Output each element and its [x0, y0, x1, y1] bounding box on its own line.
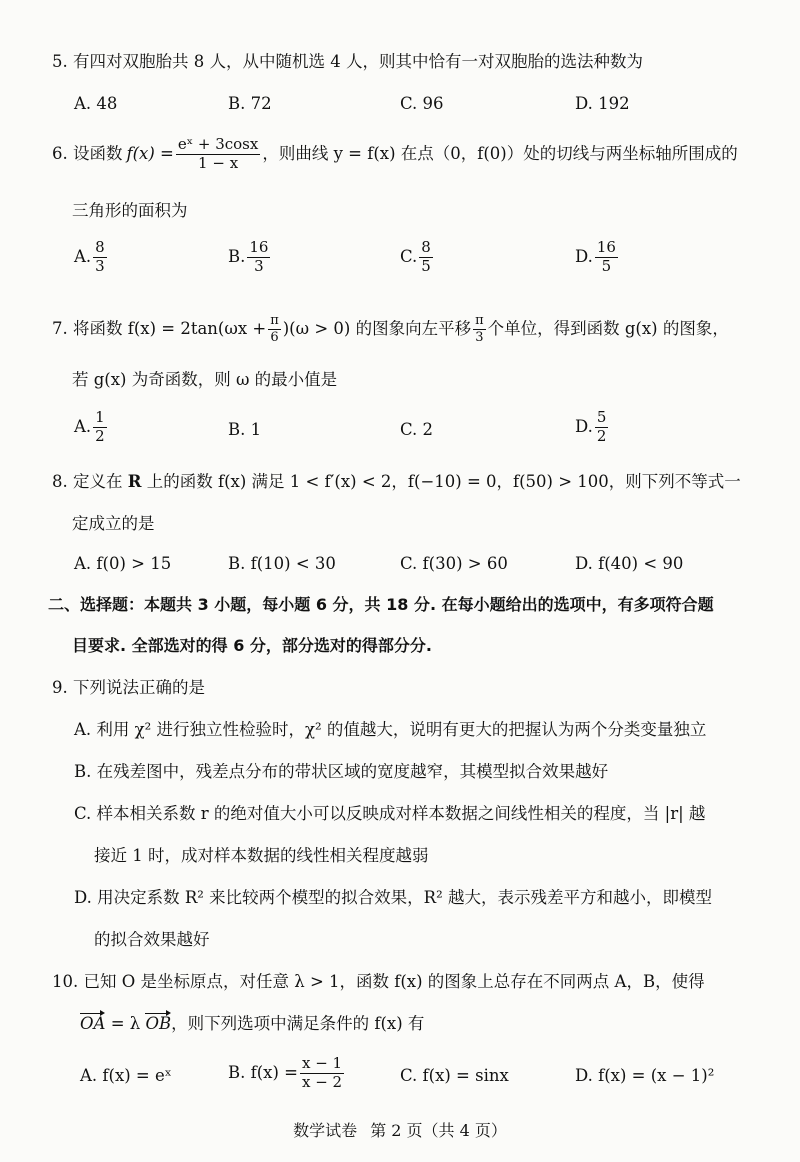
- q7-a-fraction: [93, 410, 107, 445]
- q7-d-num: 5: [596, 408, 607, 426]
- q7-option-b: B. 1: [228, 420, 262, 439]
- q5-option-b: B. 72: [228, 94, 272, 113]
- q9-option-d-line1: D. 用决定系数 R² 来比较两个模型的拟合效果，R² 越大，表示残差平方和越小，即模型: [74, 888, 712, 907]
- q6-line2: 三角形的面积为: [72, 201, 188, 220]
- q7-pi6-den: 6: [270, 329, 279, 345]
- footer-page-number: 第 2 页（共 4 页）: [370, 1121, 507, 1140]
- q10-b-pre: B. f(x) =: [228, 1063, 298, 1082]
- q8-option-a: A. f(0) > 15: [74, 554, 172, 573]
- q7-a-den: 2: [95, 426, 105, 445]
- q8-real-set: R: [127, 472, 142, 491]
- q6-numerator: eˣ + 3cosx: [177, 135, 259, 153]
- q6-post: ，则曲线 y = f(x) 在点（0，f(0)）处的切线与两坐标轴所围成的: [262, 144, 738, 163]
- q10-option-d: D. f(x) = (x − 1)²: [575, 1066, 715, 1085]
- q6-b-fraction: [247, 240, 270, 275]
- q10-option-a: A. f(x) = eˣ: [80, 1066, 172, 1085]
- q7-option-a: [74, 410, 109, 445]
- q6-c-label: C.: [400, 247, 418, 266]
- q6-a-num: 8: [95, 238, 105, 256]
- q6-func: f(x) =: [126, 144, 174, 163]
- q10-vector-ob: OB: [145, 1014, 172, 1033]
- q5-option-c: C. 96: [400, 94, 444, 113]
- q6-d-fraction: [595, 240, 618, 275]
- q7-pi3-fraction: [473, 314, 486, 344]
- q8-stem: [52, 474, 741, 491]
- q6-option-b: [228, 240, 272, 275]
- q8-post: 上的函数 f(x) 满足 1 < f′(x) < 2，f(−10) = 0，f(50) > 100，则下列不等式一: [146, 472, 741, 491]
- q7-stem: [52, 314, 729, 344]
- q6-b-den: 3: [254, 256, 264, 275]
- q10-stem: 10. 已知 O 是坐标原点，对任意 λ > 1，函数 f(x) 的图象上总存在不同两点 A，B，使得: [52, 972, 705, 991]
- q7-option-c: C. 2: [400, 420, 434, 439]
- q9-option-c-line2: 接近 1 时，成对样本数据的线性相关程度越弱: [94, 846, 429, 865]
- q7-pre: 7. 将函数 f(x) = 2tan(ωx +: [52, 318, 267, 338]
- page-footer: [0, 1118, 800, 1141]
- q10-eq: = λ: [105, 1014, 146, 1033]
- q7-a-num: 1: [95, 408, 105, 426]
- q6-b-num: 16: [249, 238, 269, 256]
- q6-c-num: 8: [421, 238, 431, 256]
- q10-b-fraction: [300, 1056, 344, 1091]
- q7-mid: )(ω > 0) 的图象向左平移: [282, 318, 472, 338]
- q6-option-c: [400, 240, 435, 275]
- q5-option-d: D. 192: [575, 94, 630, 113]
- q10-vector-oa: OA: [80, 1014, 106, 1033]
- q6-stem: [52, 137, 738, 172]
- q9-option-b: B. 在残差图中，残差点分布的带状区域的宽度越窄，其模型拟合效果越好: [74, 762, 609, 781]
- q10-b-num: x − 1: [301, 1054, 343, 1072]
- section2-heading-line1: 二、选择题：本题共 3 小题，每小题 6 分，共 18 分. 在每小题给出的选项中，有多项符合题: [48, 595, 714, 614]
- q7-a-label: A.: [74, 417, 92, 436]
- q10-option-c: C. f(x) = sinx: [400, 1066, 509, 1085]
- q6-a-label: A.: [74, 247, 92, 266]
- q6-fraction: [176, 137, 260, 172]
- q9-option-d-line2: 的拟合效果越好: [94, 930, 210, 949]
- q6-b-label: B.: [228, 247, 246, 266]
- q7-pi3-den: 3: [475, 329, 484, 345]
- q6-d-num: 16: [596, 238, 616, 256]
- q8-option-b: B. f(10) < 30: [228, 554, 336, 573]
- q5-stem: 5. 有四对双胞胎共 8 人，从中随机选 4 人，则其中恰有一对双胞胎的选法种数为: [52, 52, 643, 71]
- q7-post: 个单位，得到函数 g(x) 的图象，: [487, 318, 729, 338]
- q10-post: ，则下列选项中满足条件的 f(x) 有: [171, 1014, 425, 1033]
- q5-option-a: A. 48: [74, 94, 118, 113]
- q7-pi6-fraction: [268, 314, 281, 344]
- section2-heading-line2: 目要求. 全部选对的得 6 分，部分选对的得部分分.: [72, 636, 433, 655]
- q6-a-den: 3: [95, 256, 105, 275]
- q10-line2: [80, 1016, 424, 1033]
- q7-d-fraction: [595, 410, 609, 445]
- q6-c-fraction: [419, 240, 433, 275]
- q6-pre: 6. 设函数: [52, 144, 123, 163]
- footer-subject: 数学试卷: [293, 1121, 358, 1140]
- q8-pre: 8. 定义在: [52, 472, 123, 491]
- q8-option-d: D. f(40) < 90: [575, 554, 684, 573]
- q7-pi3-num: π: [475, 313, 484, 328]
- q9-option-c-line1: C. 样本相关系数 r 的绝对值大小可以反映成对样本数据之间线性相关的程度，当 |r| 越: [74, 804, 706, 823]
- q6-a-fraction: [93, 240, 107, 275]
- q6-d-den: 5: [601, 256, 612, 275]
- q6-denominator: 1 − x: [198, 153, 239, 172]
- q8-option-c: C. f(30) > 60: [400, 554, 508, 573]
- q6-c-den: 5: [421, 256, 431, 275]
- q7-d-den: 2: [596, 426, 607, 445]
- q6-option-d: [575, 240, 620, 275]
- q6-option-a: [74, 240, 109, 275]
- q8-line2: 定成立的是: [72, 514, 155, 533]
- q7-d-label: D.: [575, 417, 593, 436]
- q10-option-b: [228, 1056, 346, 1091]
- q9-option-a: A. 利用 χ² 进行独立性检验时，χ² 的值越大，说明有更大的把握认为两个分类变量独立: [74, 720, 707, 739]
- q7-line2: 若 g(x) 为奇函数，则 ω 的最小值是: [72, 370, 338, 389]
- q7-option-d: [575, 410, 610, 445]
- q10-b-den: x − 2: [301, 1072, 343, 1091]
- q9-stem: 9. 下列说法正确的是: [52, 678, 205, 697]
- q7-pi6-num: π: [270, 313, 279, 328]
- q6-d-label: D.: [575, 247, 593, 266]
